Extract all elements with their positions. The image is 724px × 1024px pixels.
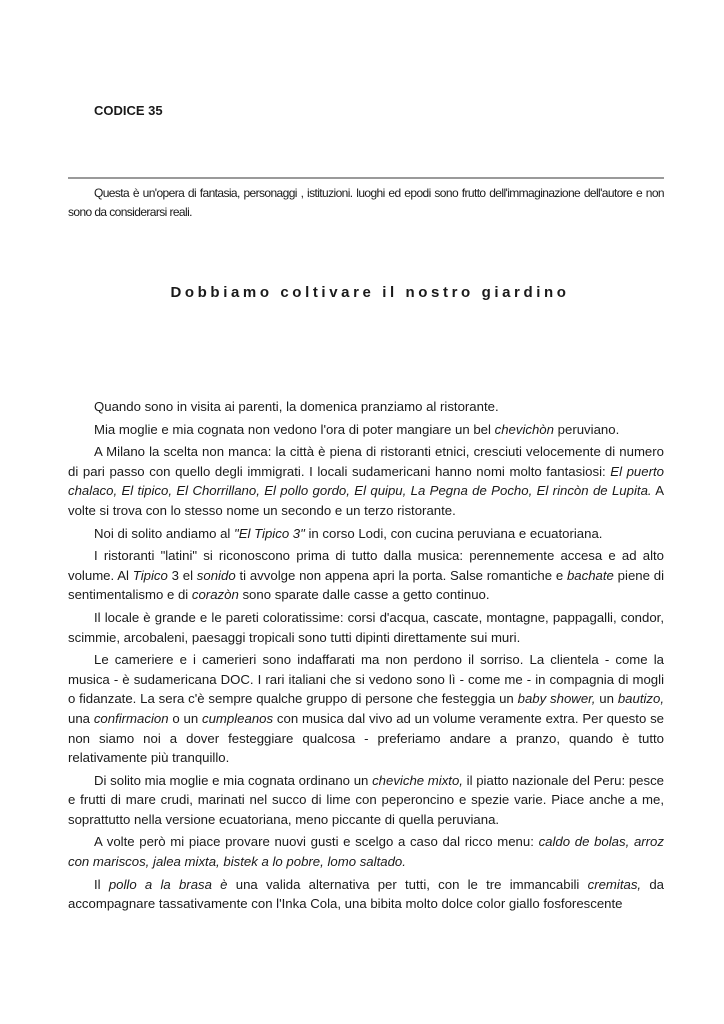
- paragraph: Il locale è grande e le pareti coloratissime: corsi d'acqua, cascate, montagne, pappagalli, condor, scimmie, arcobaleni, paesaggi tropicali sono tutti dipinti direttamente sui muri.: [68, 609, 664, 645]
- paragraph: Di solito mia moglie e mia cognata ordinano un cheviche mixto, il piatto nazionale del Peru: pesce e frutti di mare crudi, marinati nel succo di lime con peperoncino e spezie varie. Piace anche a me, soprattutto nella versione ecuatoriana, meno piccante di quella peruviana.: [68, 772, 665, 827]
- paragraph: Quando sono in visita ai parenti, la domenica pranziamo al ristorante.: [94, 399, 499, 414]
- divider: [68, 177, 664, 179]
- code-heading: CODICE 35: [94, 103, 163, 118]
- paragraph: Il pollo a la brasa è una valida alternativa per tutti, con le tre immancabili cremitas, da accompagnare tassativamente con l'Inka Cola, una bibita molto dolce color giallo fosforescente: [68, 876, 664, 912]
- disclaimer: Questa è un'opera di fantasia, personaggi , istituzioni. luoghi ed epodi sono frutto dell'immaginazione dell'autore e non sono da considerarsi reali.: [68, 186, 664, 219]
- paragraph: A volte però mi piace provare nuovi gusti e scelgo a caso dal ricco menu: caldo de bolas, arroz con mariscos, jalea mixta, bistek a lo pobre, lomo saltado.: [68, 834, 664, 870]
- story-body: [68, 397, 664, 917]
- paragraph: I ristoranti "latini" si riconoscono prima di tutto dalla musica: perennemente accesa e ad alto volume. Al Tipico 3 el sonido ti avvolge non appena apri la porta. Salse romantiche e bachate piene di sentimentalismo e di corazòn sono sparate dalle casse a getto continuo.: [68, 548, 664, 603]
- paragraph: A Milano la scelta non manca: la città è piena di ristoranti etnici, cresciuti velocemente di numero di pari passo con quello degli immigrati. I locali sudamericani hanno nomi molto fantasiosi: El puerto chalaco, El tipico, El Chorrillano, El pollo gordo, El quipu, La Pegna de Pocho, El rincòn de Lupita. A volte si trova con lo stesso nome un secondo e un terzo ristorante.: [68, 444, 665, 518]
- paragraph: Le cameriere e i camerieri sono indaffarati ma non perdono il sorriso. La clientela - come la musica - è sudamericana DOC. I rari italiani che si vedono sono lì - come me - in compagnia di mogli o fidanzate. La sera c'è sempre qualche gruppo di persone che festeggia un baby shower, un bautizo, una confirmacion o un cumpleanos con musica dal vivo ad un volume veramente extra. Per questo se non siamo noi a dover festeggiare qualcosa - preferiamo andare a pranzo, quando è tutto relativamente più tranquillo.: [68, 652, 665, 766]
- story-title: Dobbiamo coltivare il nostro giardino: [170, 284, 570, 301]
- paragraph: Noi di solito andiamo al "El Tipico 3" in corso Lodi, con cucina peruviana e ecuatoriana.: [94, 525, 603, 541]
- paragraph: Mia moglie e mia cognata non vedono l'ora di poter mangiare un bel chevichòn peruviano.: [94, 421, 620, 437]
